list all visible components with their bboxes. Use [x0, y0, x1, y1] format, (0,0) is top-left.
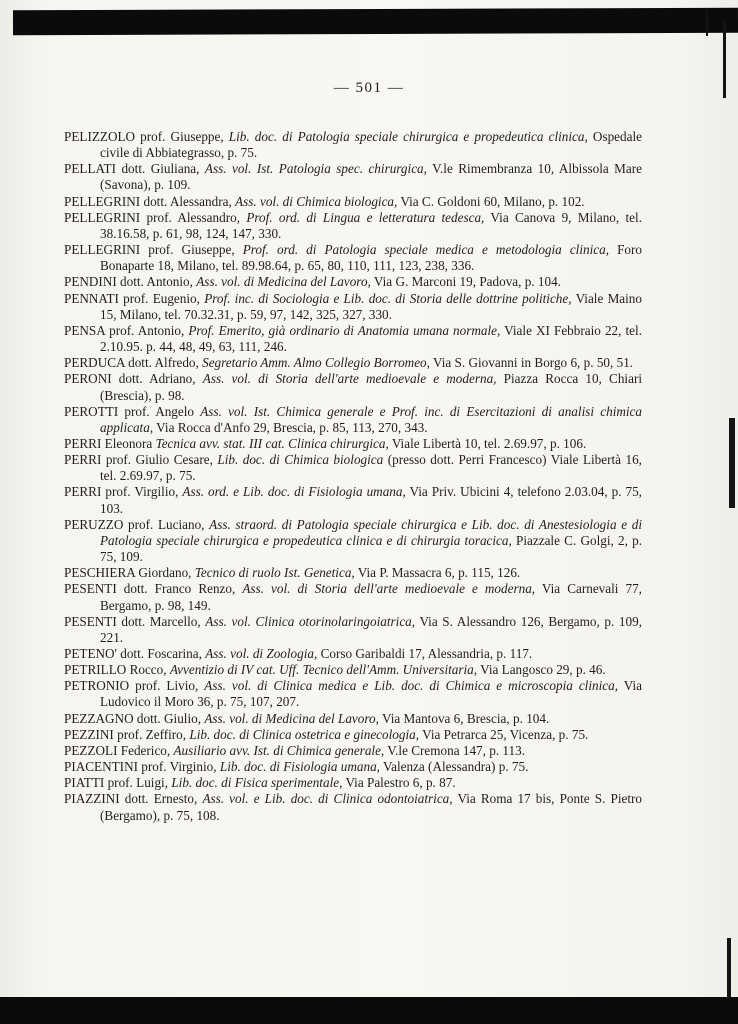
entry-text: Via Priv. Ubicini 4, telefono 2.03.04, p. 75, 103.	[100, 484, 642, 516]
entry-text: PENNATI prof. Eugenio,	[64, 290, 205, 306]
entry-text: PERONI dott. Adriano,	[64, 371, 203, 387]
directory-entry	[64, 759, 642, 775]
entry-position-text: Ausiliario avv. Ist. di Chimica generale,	[173, 742, 385, 758]
entry-text: Foro Bonaparte 18, Milano, tel. 89.98.64, p. 65, 80, 110, 111, 123, 238, 336.	[100, 242, 642, 274]
directory-entry	[64, 565, 642, 581]
directory-entry	[64, 371, 642, 403]
entry-text: Corso Garibaldi 17, Alessandria, p. 117.	[317, 646, 533, 661]
entry-text: (presso dott. Perri Francesco) Viale Libertà 16, tel. 2.69.97, p. 75.	[100, 452, 642, 484]
directory-entry	[64, 323, 642, 355]
entry-position-text: Prof. ord. di Lingua e letteratura tedesca,	[246, 209, 485, 225]
directory-entry	[64, 646, 642, 662]
entry-text: PERDUCA dott. Alfredo,	[64, 355, 203, 371]
entry-text: PIACENTINI prof. Virginio,	[64, 759, 220, 775]
entry-text: PETENO' dott. Foscarina,	[64, 646, 206, 661]
directory-entry	[64, 484, 642, 516]
scan-artifact-edge-mark	[729, 418, 735, 508]
entry-text: PESENTI dott. Marcello,	[64, 613, 206, 629]
entry-text: Via S. Alessandro 126, Bergamo, p. 109, 221.	[100, 613, 642, 645]
scan-artifact-edge-mark	[727, 938, 731, 1000]
entry-text: Valenza (Alessandra) p. 75.	[379, 759, 529, 775]
entry-text: Via Mantova 6, Brescia, p. 104.	[378, 710, 550, 726]
directory-entry	[64, 775, 642, 791]
directory-entry	[64, 355, 642, 371]
entry-position-text: Ass. vol. di Medicina del Lavoro,	[196, 274, 371, 290]
page-number: — 501 —	[333, 80, 405, 96]
entry-text: Via Palestro 6, p. 87.	[342, 775, 456, 791]
directory-entry	[64, 662, 642, 678]
entry-text: Via Rocca d'Anfo 29, Brescia, p. 85, 113, 270, 343.	[153, 419, 428, 435]
entry-text: PEZZOLI Federico,	[64, 742, 174, 758]
entry-position-text: Ass. vol. Ist. Patologia spec. chirurgica,	[204, 161, 427, 177]
directory-entry	[64, 452, 642, 484]
directory-entry	[64, 614, 642, 646]
entry-position-text: Ass. vol. e Lib. doc. di Clinica odontoiatrica,	[202, 791, 453, 807]
entry-position-text: Segretario Amm. Almo Collegio Borromeo,	[202, 355, 430, 371]
entry-text: Via S. Giovanni in Borgo 6, p. 50, 51.	[429, 355, 634, 371]
entry-text: Viale XI Febbraio 22, tel. 2.10.95. p. 44, 48, 49, 63, 111, 246.	[100, 322, 642, 355]
scan-artifact-top-bar	[13, 8, 738, 36]
directory-entry	[64, 743, 642, 759]
entry-text: PIAZZINI dott. Ernesto,	[64, 791, 203, 807]
entry-text: PEROTTI prof. Angelo	[64, 403, 201, 419]
directory-entry	[64, 194, 642, 210]
entry-text: Via P. Massacra 6, p. 115, 126.	[354, 565, 521, 581]
entry-position-text: Tecnico di ruolo Ist. Genetica,	[194, 565, 355, 581]
entry-text: PELLATI dott. Giuliana,	[64, 161, 205, 177]
entry-position-text: Prof. ord. di Patologia speciale medica e metodologia clinica,	[242, 242, 610, 258]
entry-text: V.le Cremona 147, p. 113.	[384, 742, 526, 758]
directory-entry	[64, 129, 642, 161]
directory-entry	[64, 711, 642, 727]
entry-position-text: Avventizio di IV cat. Uff. Tecnico dell'Amm. Universitaria,	[169, 662, 478, 678]
directory-entry	[64, 161, 642, 193]
entry-position-text: Lib. doc. di Fisica sperimentale,	[171, 775, 343, 791]
entry-position-text: Lib. doc. di Patologia speciale chirurgica e propedeutica clinica,	[228, 129, 588, 144]
entry-text: PIATTI prof. Luigi,	[64, 775, 172, 791]
directory-entry	[64, 242, 642, 274]
directory-entry	[64, 291, 642, 323]
directory-entry	[64, 436, 642, 452]
entry-position-text: Ass. vol. di Clinica medica e Lib. doc. di Chimica e microscopia clinica,	[204, 678, 618, 694]
entry-text: PENDINI dott. Antonio,	[64, 274, 197, 290]
entry-position-text: Ass. vol. di Storia dell'arte medioevale e moderna,	[242, 581, 536, 597]
directory-entry	[64, 274, 642, 290]
entry-position-text: Ass. ord. e Lib. doc. di Fisiologia umana,	[182, 484, 406, 500]
entry-position-text: Lib. doc. di Clinica ostetrica e ginecologia,	[189, 726, 420, 742]
entry-text: PERRI prof. Giulio Cesare,	[64, 452, 218, 468]
directory-entry	[64, 581, 642, 613]
entry-position-text: Ass. vol. di Medicina del Lavoro,	[204, 710, 379, 726]
entry-position-text: Lib. doc. di Fisiologia umana,	[219, 759, 380, 775]
directory-entry	[64, 727, 642, 743]
entry-position-text: Prof. Emerito, già ordinario di Anatomia umana normale,	[188, 322, 501, 338]
entry-text: PEZZAGNO dott. Giulio,	[64, 710, 205, 726]
entry-text: Via Canova 9, Milano, tel. 38.16.58, p. 61, 98, 124, 147, 330.	[100, 209, 642, 241]
entry-text: V.le Rimembranza 10, Albissola Mare (Savona), p. 109.	[100, 161, 642, 193]
entry-text: PEZZINI prof. Zeffiro,	[64, 726, 190, 742]
entry-text: PELLEGRINI dott. Alessandra,	[64, 193, 236, 209]
entry-text: PERUZZO prof. Luciano,	[64, 516, 210, 532]
entry-position-text: Ass. vol. di Zoologia,	[205, 646, 318, 661]
directory-entry	[64, 210, 642, 242]
entry-position-text: Ass. vol. di Storia dell'arte medioevale e moderna,	[202, 371, 497, 387]
entry-text: PETRILLO Rocco,	[64, 662, 170, 678]
entry-position-text: Ass. vol. Clinica otorinolaringoiatrica,	[205, 613, 416, 629]
entry-text: PENSA prof. Antonio,	[64, 322, 189, 338]
entry-position-text: Lib. doc. di Chimica biologica	[217, 452, 384, 468]
entry-text: Via C. Goldoni 60, Milano, p. 102.	[397, 193, 585, 209]
entry-text: Piazzale C. Golgi, 2, p. 75, 109.	[100, 532, 642, 565]
entry-text: Via Langosco 29, p. 46.	[477, 662, 606, 678]
directory-entry	[64, 678, 642, 710]
directory-entry	[64, 791, 642, 823]
scan-artifact-bottom-bar	[0, 997, 738, 1024]
entry-position-text: Prof. inc. di Sociologia e Lib. doc. di Storia delle dottrine politiche,	[204, 290, 572, 306]
entry-text: PELLEGRINI prof. Giuseppe,	[64, 242, 243, 258]
entry-text: PERRI Eleonora	[64, 435, 156, 451]
entry-text: Via G. Marconi 19, Padova, p. 104.	[370, 274, 561, 290]
directory-entry	[64, 404, 642, 436]
entry-text: PESENTI dott. Franco Renzo,	[64, 581, 243, 597]
entry-text: Viale Maino 15, Milano, tel. 70.32.31, p. 59, 97, 142, 325, 327, 330.	[100, 290, 642, 322]
scan-artifact-edge-mark	[723, 20, 726, 98]
entry-text: PELLEGRINI prof. Alessandro,	[64, 209, 247, 225]
entry-position-text: Ass. straord. di Patologia speciale chirurgica e Lib. doc. di Anestesiologia e di Patologia speciale chirurgica e propedeutica clinica e di chirurgia toracica,	[100, 516, 642, 548]
entry-text: PESCHIERA Giordano,	[64, 565, 195, 581]
entry-text: PERRI prof. Virgilio,	[64, 484, 183, 500]
entry-text: PETRONIO prof. Livio,	[64, 678, 205, 694]
entry-position-text: Ass. vol. Ist. Chimica generale e Prof. inc. di Esercitazioni di analisi chimica applicata,	[100, 403, 642, 435]
entry-text: Via Ludovico il Moro 36, p. 75, 107, 207.	[100, 678, 642, 710]
entry-text: Via Carnevali 77, Bergamo, p. 98, 149.	[100, 581, 642, 613]
scan-artifact-edge-mark	[706, 10, 708, 36]
entry-text: Piazza Rocca 10, Chiari (Brescia), p. 98.	[100, 371, 642, 403]
directory-entry	[64, 517, 642, 565]
entry-text: Via Roma 17 bis, Ponte S. Pietro (Bergamo), p. 75, 108.	[100, 791, 642, 823]
entry-text: Viale Libertà 10, tel. 2.69.97, p. 106.	[388, 435, 587, 451]
directory-entries	[64, 129, 642, 824]
entry-position-text: Tecnica avv. stat. III cat. Clinica chirurgica,	[155, 435, 389, 451]
entry-position-text: Ass. vol. di Chimica biologica,	[235, 193, 398, 209]
entry-text: Ospedale civile di Abbiategrasso, p. 75.	[100, 129, 642, 161]
entry-text: PELIZZOLO prof. Giuseppe,	[64, 129, 229, 144]
entry-text: Via Petrarca 25, Vicenza, p. 75.	[419, 726, 589, 742]
